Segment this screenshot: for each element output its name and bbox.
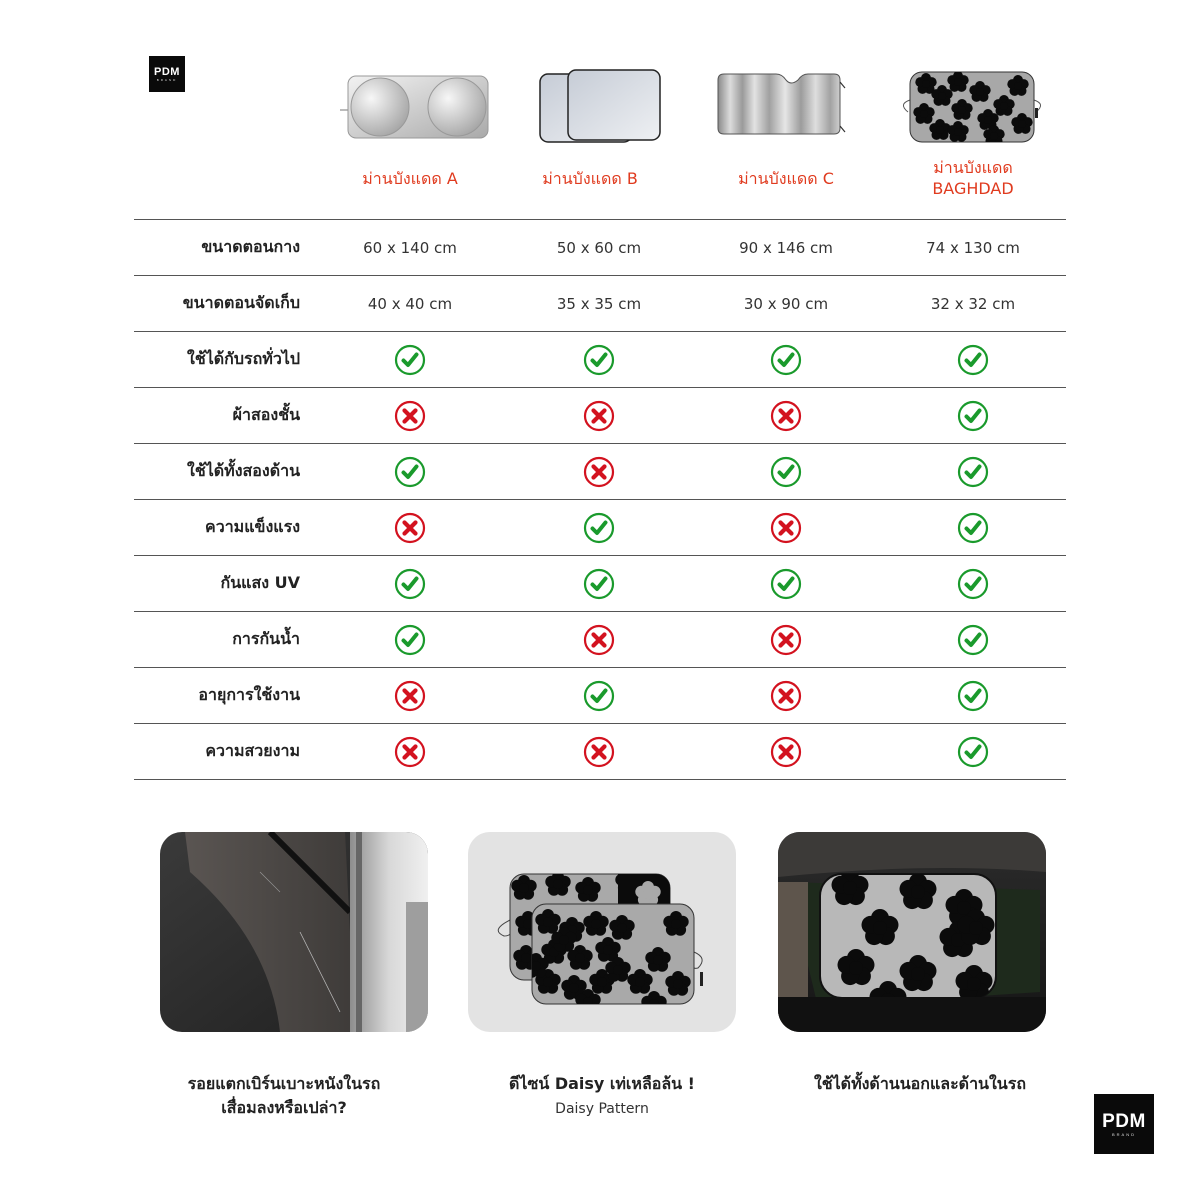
check-circle-icon [583, 512, 615, 544]
product-image-b [538, 68, 664, 146]
row-label: ความสวยงาม [205, 741, 300, 760]
product-image-baghdad [896, 70, 1050, 144]
brand-logo-top [149, 56, 185, 92]
cross-circle-icon [583, 736, 615, 768]
product-name-b: ม่านบังแดด B [542, 169, 638, 188]
check-circle-icon [957, 736, 989, 768]
table-cell: 50 x 60 cm [556, 238, 642, 257]
cross-circle-icon [583, 400, 615, 432]
check-circle-icon [394, 456, 426, 488]
table-row [134, 499, 1066, 555]
row-label: ขนาดตอนกาง [201, 237, 300, 256]
check-circle-icon [583, 680, 615, 712]
product-name-c: ม่านบังแดด C [738, 169, 834, 188]
feature-caption-1-line1: รอยแตกเบิร์นเบาะหนังในรถ [187, 1074, 381, 1093]
feature-caption-2: ดีไซน์ Daisy เท่เหลือล้น ! [509, 1074, 695, 1093]
brand-logo-bottom [1094, 1094, 1154, 1154]
logo-subtext: BRAND [1111, 1131, 1136, 1137]
row-label: กันแสง UV [220, 573, 300, 592]
check-circle-icon [957, 344, 989, 376]
feature-subcaption-2: Daisy Pattern [555, 1101, 649, 1117]
logo-text: PDM [154, 65, 180, 78]
cross-circle-icon [770, 736, 802, 768]
product-image-a [340, 72, 490, 142]
table-row [134, 723, 1066, 779]
logo-subtext: BRAND [156, 77, 178, 82]
check-circle-icon [770, 568, 802, 600]
table-row [134, 555, 1066, 611]
check-circle-icon [957, 680, 989, 712]
row-label: การกันน้ำ [232, 629, 300, 648]
table-row [134, 387, 1066, 443]
product-name-baghdad-line1: ม่านบังแดด [933, 158, 1013, 177]
logo-text: PDM [1102, 1110, 1146, 1132]
cross-circle-icon [770, 512, 802, 544]
check-circle-icon [770, 456, 802, 488]
row-label: อายุการใช้งาน [198, 685, 300, 704]
cracked-car-interior-photo [160, 832, 428, 1032]
check-circle-icon [957, 568, 989, 600]
check-circle-icon [957, 512, 989, 544]
check-circle-icon [957, 624, 989, 656]
check-circle-icon [394, 624, 426, 656]
cross-circle-icon [583, 456, 615, 488]
table-cell: 40 x 40 cm [367, 294, 453, 313]
cross-circle-icon [583, 624, 615, 656]
table-cell: 30 x 90 cm [743, 294, 829, 313]
row-label: ใช้ได้ทั้งสองด้าน [187, 461, 300, 480]
check-circle-icon [394, 568, 426, 600]
row-label: ผ้าสองชั้น [232, 405, 300, 424]
feature-caption-1-line2: เสื่อมลงหรือเปล่า? [221, 1098, 347, 1117]
table-row [134, 443, 1066, 499]
feature-caption-1 [134, 1072, 434, 1120]
cross-circle-icon [394, 680, 426, 712]
row-label: ความแข็งแรง [205, 517, 300, 536]
cross-circle-icon [394, 736, 426, 768]
table-cell: 60 x 140 cm [363, 238, 457, 257]
table-cell: 35 x 35 cm [556, 294, 642, 313]
product-name-baghdad [883, 157, 1063, 199]
cross-circle-icon [394, 400, 426, 432]
table-row [134, 611, 1066, 667]
table-bottom-border [134, 779, 1066, 780]
cross-circle-icon [770, 624, 802, 656]
product-image-c [716, 70, 848, 140]
check-circle-icon [394, 344, 426, 376]
check-circle-icon [770, 344, 802, 376]
table-row [134, 331, 1066, 387]
cross-circle-icon [770, 400, 802, 432]
cross-circle-icon [770, 680, 802, 712]
product-name-baghdad-line2: BAGHDAD [932, 179, 1014, 198]
row-label: ขนาดตอนจัดเก็บ [182, 293, 300, 312]
table-row [134, 667, 1066, 723]
table-cell: 90 x 146 cm [739, 238, 833, 257]
product-name-a: ม่านบังแดด A [362, 169, 458, 188]
check-circle-icon [957, 456, 989, 488]
table-row [134, 275, 1066, 331]
row-label: ใช้ได้กับรถทั่วไป [187, 349, 300, 368]
feature-caption-3: ใช้ได้ทั้งด้านนอกและด้านในรถ [813, 1074, 1027, 1093]
table-cell: 74 x 130 cm [926, 238, 1020, 257]
car-window-sunshade-photo [778, 832, 1046, 1032]
check-circle-icon [583, 344, 615, 376]
comparison-table [134, 219, 1066, 780]
check-circle-icon [583, 568, 615, 600]
daisy-sunshade-pair-image [468, 832, 736, 1032]
table-cell: 32 x 32 cm [930, 294, 1016, 313]
check-circle-icon [957, 400, 989, 432]
cross-circle-icon [394, 512, 426, 544]
table-row [134, 219, 1066, 275]
